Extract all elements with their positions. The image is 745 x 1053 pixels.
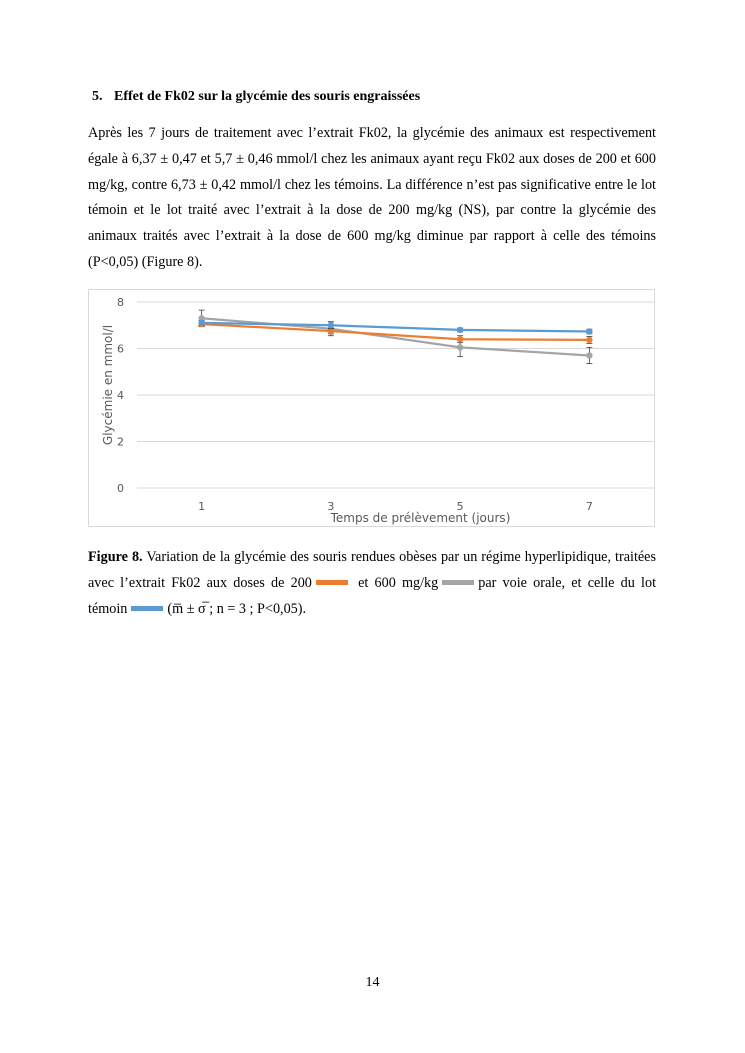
caption-text-3: par voie orale, et celle du lot témoin bbox=[88, 575, 657, 617]
data-point bbox=[457, 327, 463, 333]
section-heading bbox=[92, 89, 420, 105]
caption-label: Figure 8. bbox=[88, 549, 143, 565]
data-point bbox=[328, 322, 334, 328]
caption-text-4: (m̅ ± σ̅ ; n = 3 ; P<0,05). bbox=[167, 601, 307, 617]
legend-swatch-200 bbox=[316, 580, 348, 585]
data-point bbox=[586, 337, 592, 343]
section-title: Effet de Fk02 sur la glycémie des souris engraissées bbox=[114, 89, 421, 104]
x-tick-label: 5 bbox=[456, 500, 464, 513]
data-point bbox=[586, 352, 592, 358]
x-axis-title: Temps de prélèvement (jours) bbox=[330, 511, 511, 525]
page-number: 14 bbox=[365, 975, 380, 990]
y-tick-label: 2 bbox=[117, 435, 124, 449]
caption-text-2: et 600 mg/kg bbox=[351, 575, 439, 591]
chart-svg bbox=[89, 290, 656, 528]
y-tick-label: 8 bbox=[117, 296, 124, 309]
y-tick-label: 6 bbox=[117, 342, 124, 356]
x-tick-label: 7 bbox=[585, 500, 593, 513]
y-axis-title: Glycémie en mmol/l bbox=[101, 324, 115, 446]
x-tick-label: 3 bbox=[327, 500, 335, 513]
caption-text-1: Variation de la glycémie des souris rendues obèses par un régime hyperlipidique, traitées avec l’extrait Fk02 aux doses de 200 bbox=[88, 549, 656, 591]
body-paragraph: Après les 7 jours de traitement avec l’extrait Fk02, la glycémie des animaux est respectivement égale à 6,37 ± 0,47 et 5,7 ± 0,46 mmol/l chez les animaux ayant reçu Fk02 aux doses de 200 et 600 mg/kg, contre 6,73 ± 0,42 mmol/l chez les témoins. La différence n’est pas significative entre le lot témoin et le lot traité avec l’extrait à la dose de 200 mg/kg (NS), par contre la glycémie des animaux traités avec l’extrait à la dose de 600 mg/kg diminue par rapport à celle des témoins (P<0,05) (Figure 8). bbox=[88, 125, 656, 270]
x-tick-label: 1 bbox=[198, 500, 206, 513]
legend-swatch-temoin bbox=[131, 606, 163, 611]
y-tick-label: 4 bbox=[117, 389, 124, 402]
data-point bbox=[457, 344, 463, 350]
y-tick-label: 0 bbox=[117, 482, 124, 495]
data-point bbox=[586, 328, 592, 334]
data-point bbox=[457, 336, 463, 342]
section-number: 5. bbox=[92, 89, 103, 104]
figure-caption bbox=[88, 544, 656, 622]
legend-swatch-600 bbox=[442, 580, 474, 585]
figure-8-chart bbox=[88, 289, 655, 527]
data-point bbox=[198, 320, 204, 326]
